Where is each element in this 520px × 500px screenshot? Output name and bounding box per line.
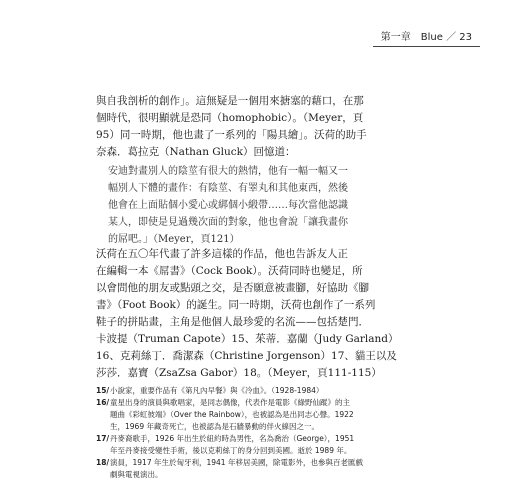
footnote-17 <box>96 433 428 457</box>
header-rule <box>373 46 480 47</box>
footnote-text: 小說家，重要作品有《第凡內早餐》與《冷血》。（1928-1984） <box>110 386 324 395</box>
footnote-text: 丹麥裔歌手，1926 年出生於紐約時為男性，名為喬治（George），1951 年至丹麥接受變性手術，後以克莉絲丁的身分回到美國。逝於 1989 年。 <box>110 434 355 455</box>
footnote-number: 17/ <box>96 434 110 443</box>
footnote-text: 童星出身的演員與歌唱家，是同志偶像，代表作是電影《綠野仙蹤》的主 題曲《彩虹彼端》（Over the Rainbow），也被認為是出同志心聲。1922 生，1969 年藏奇死亡，也被認為是石牆暴動的伴火線因之一。 <box>110 398 354 431</box>
footnote-number: 16/ <box>96 398 110 407</box>
footnote-number: 18/ <box>96 458 110 467</box>
footnote-text: 演員，1917 年生於匈牙利，1941 年移居美國，除電影外，也參與百老匯戲 劇與電視演出。 <box>110 458 363 479</box>
footnote-15 <box>96 385 428 397</box>
footnote-16 <box>96 397 428 433</box>
body-paragraph-1: 與自我剖析的創作」。這無疑是一個用來搪塞的藉口，在那 個時代，很明顯就是恐同（homophobic）。（Meyer，頁 95）同一時期，他也畫了一系列的「陽具繪」。沃荷的助手 奈森．葛拉克（Nathan Gluck）回憶道： <box>96 95 367 158</box>
footnote-number: 15/ <box>96 386 110 395</box>
body-paragraph-2: 沃荷在五〇年代畫了許多這樣的作品，他也告訴友人正 在編輯一本《屌書》（Cock Book）。沃荷同時也變足，所 以會問他的朋友或點頭之交，是否願意被畫腳，好協助《腳 書》（Foot Book）的誕生。同一時期，沃荷也創作了一系列 鞋子的拼貼畫，主角是他個人最珍愛的名流——包括楚門． 卡波提（Truman Capote）15、茱蒂．嘉蘭（Judy Garland） 16、克莉絲丁．喬潔森（Christine Jorgenson）17、貓王以及 莎莎．嘉寶（ZsaZsa Gabor）18。（Meyer，頁111-115） <box>96 248 399 379</box>
header-text: 第一章 Blue ／ 23 <box>380 32 472 43</box>
block-quote: 安迪對畫別人的陰莖有很大的熱情，他有一幅一幅又一 幅別人下體的畫作：有陰莖、有睪丸和其他東西，然後 他會在上面貼個小愛心或綁個小緞帶……每次當他認識 某人，即使是見過幾次面的對象，他也會說「讓我畫你 的屌吧。」（Meyer，頁121） <box>108 166 348 245</box>
footnote-18 <box>96 457 428 481</box>
running-header <box>381 28 472 43</box>
footnotes <box>96 385 428 481</box>
